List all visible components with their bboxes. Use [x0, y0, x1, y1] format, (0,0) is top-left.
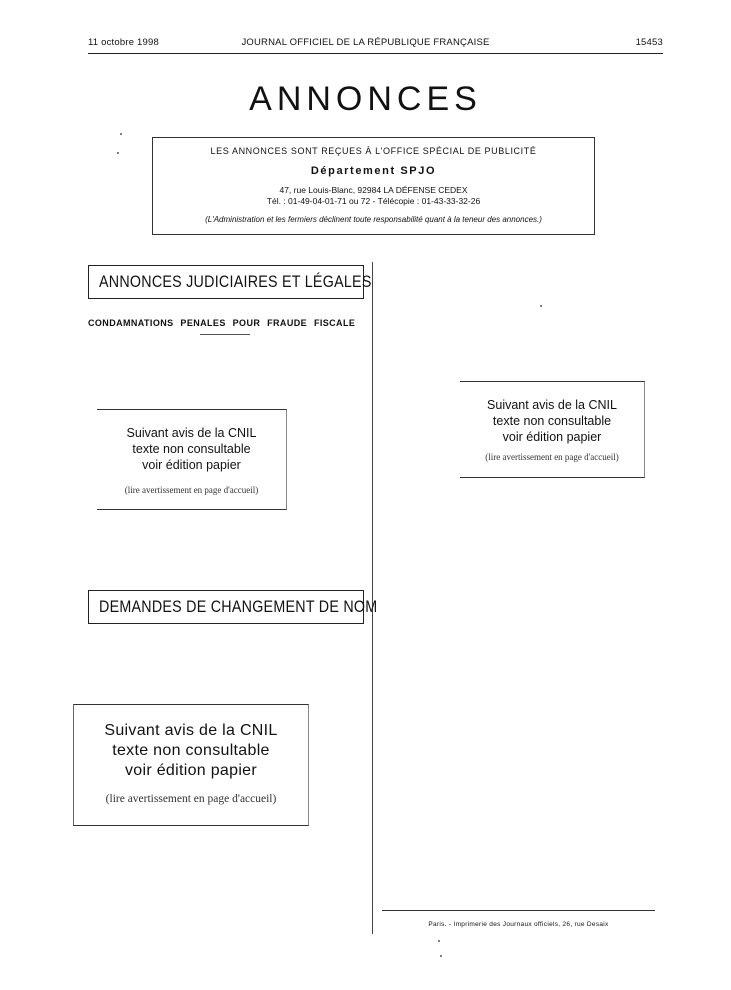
cnil-line: Suivant avis de la CNIL	[126, 426, 257, 440]
notice-disclaimer: (L'Administration et les fermiers déclinent toute responsabilité quant à la teneur des annonces.)	[205, 215, 542, 224]
notice-department: Département SPJO	[310, 165, 437, 177]
printer-imprint: Paris. - Imprimerie des Journaux officiels, 26, rue Desaix	[428, 921, 609, 928]
cnil-note: (lire avertissement en page d'accueil)	[124, 485, 259, 495]
scan-speck	[120, 133, 122, 135]
scan-speck	[438, 940, 440, 942]
cnil-note: (lire avertissement en page d'accueil)	[485, 452, 619, 462]
cnil-line: Suivant avis de la CNIL	[487, 398, 617, 412]
cnil-note: (lire avertissement en page d'accueil)	[105, 793, 277, 805]
cnil-line: texte non consultable	[112, 742, 270, 759]
cnil-line: voir édition papier	[142, 458, 241, 472]
scan-speck	[540, 305, 542, 307]
cnil-notice-box	[73, 704, 309, 826]
issue-date: 11 octobre 1998	[88, 37, 159, 48]
cnil-line: texte non consultable	[132, 442, 251, 456]
section-heading-judicial-label: ANNONCES JUDICIAIRES ET LÉGALES	[99, 272, 372, 291]
cnil-line: voir édition papier	[125, 762, 257, 779]
section-heading-name-change-label: DEMANDES DE CHANGEMENT DE NOM	[99, 597, 378, 616]
cnil-line: voir édition papier	[502, 430, 602, 444]
subheading-rule	[200, 334, 250, 335]
notice-address: 47, rue Louis-Blanc, 92984 LA DÉFENSE CEDEX	[279, 185, 468, 195]
subheading-tax-fraud: CONDAMNATIONS PENALES POUR FRAUDE FISCALE	[88, 318, 356, 328]
page-number: 15453	[635, 37, 663, 48]
header-rule	[88, 53, 663, 54]
publication-notice	[152, 137, 595, 235]
section-heading-name-change	[88, 590, 378, 624]
scan-speck	[117, 152, 119, 154]
scan-speck	[440, 955, 442, 957]
page-title: ANNONCES	[249, 80, 482, 118]
cnil-line: Suivant avis de la CNIL	[104, 722, 278, 739]
cnil-notice-box	[460, 381, 645, 478]
cnil-line: texte non consultable	[492, 414, 612, 428]
section-heading-judicial	[88, 265, 372, 299]
notice-intro: LES ANNONCES SONT REÇUES À L'OFFICE SPÉCIAL DE PUBLICITÉ	[210, 146, 537, 156]
journal-title: JOURNAL OFFICIEL DE LA RÉPUBLIQUE FRANÇAISE	[241, 37, 490, 48]
footer-rule	[382, 910, 655, 911]
cnil-notice-box	[97, 409, 287, 510]
notice-phone: Tél. : 01-49-04-01-71 ou 72 - Télécopie : 01-43-33-32-26	[266, 196, 481, 206]
